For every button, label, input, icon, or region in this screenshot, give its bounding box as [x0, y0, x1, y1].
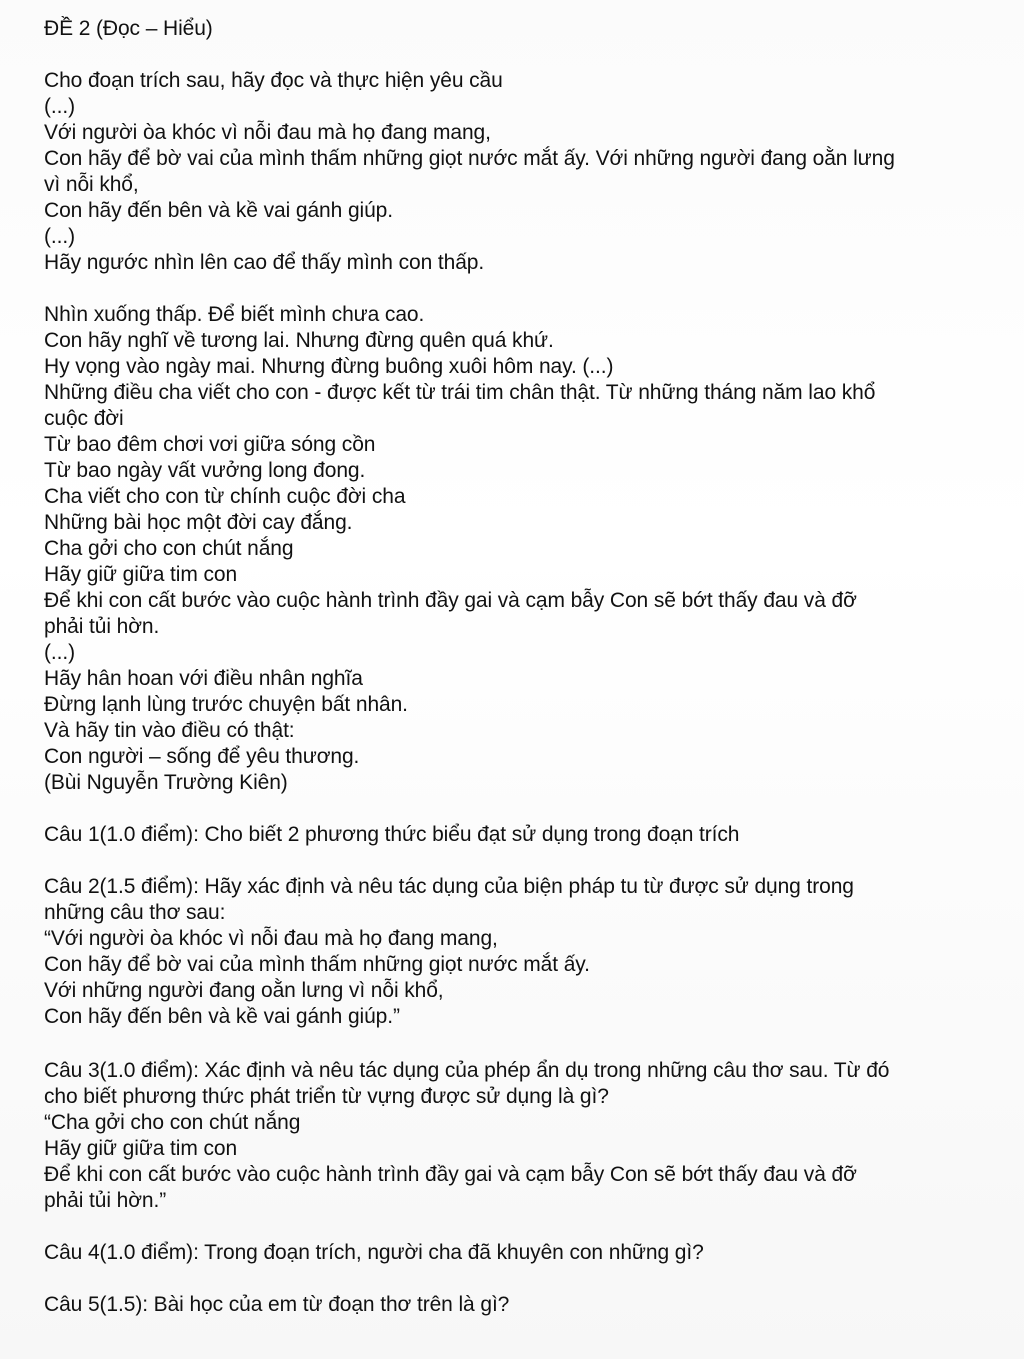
instruction-text: Cho đoạn trích sau, hãy đọc và thực hiện yêu cầu — [44, 69, 503, 92]
poem-line: Từ bao ngày vất vưởng long đong. — [44, 459, 366, 482]
poem-line: Những điều cha viết cho con - được kết từ trái tim chân thật. Từ những tháng năm lao khổ — [44, 381, 876, 404]
question-3-line: phải tủi hờn.” — [44, 1189, 167, 1212]
poem-line: Để khi con cất bước vào cuộc hành trình đầy gai và cạm bẫy Con sẽ bớt thấy đau và đỡ — [44, 589, 857, 612]
poem-line: (...) — [44, 95, 75, 118]
poem-line: (...) — [44, 225, 75, 248]
poem-line: phải tủi hờn. — [44, 615, 160, 638]
poem-line: Với người òa khóc vì nỗi đau mà họ đang mang, — [44, 121, 491, 144]
question-1: Câu 1(1.0 điểm): Cho biết 2 phương thức biểu đạt sử dụng trong đoạn trích — [44, 823, 740, 846]
poem-line: Đừng lạnh lùng trước chuyện bất nhân. — [44, 693, 408, 716]
poem-author: (Bùi Nguyễn Trường Kiên) — [44, 771, 288, 794]
question-3-line: cho biết phương thức phát triển từ vựng được sử dụng là gì? — [44, 1085, 609, 1108]
question-2-line: Con hãy đến bên và kề vai gánh giúp.” — [44, 1005, 400, 1028]
poem-line: Và hãy tin vào điều có thật: — [44, 719, 295, 742]
question-3-line: Hãy giữ giữa tim con — [44, 1137, 238, 1160]
poem-line: Con người – sống để yêu thương. — [44, 745, 360, 768]
question-3-line: Để khi con cất bước vào cuộc hành trình đầy gai và cạm bẫy Con sẽ bớt thấy đau và đỡ — [44, 1163, 857, 1186]
poem-line: Từ bao đêm chơi vơi giữa sóng cồn — [44, 433, 376, 456]
poem-line: Con hãy nghĩ về tương lai. Nhưng đừng quên quá khứ. — [44, 329, 554, 352]
question-3-line: Câu 3(1.0 điểm): Xác định và nêu tác dụng của phép ẩn dụ trong những câu thơ sau. Từ đó — [44, 1059, 890, 1082]
question-3-line: “Cha gởi cho con chút nắng — [44, 1111, 301, 1134]
poem-line: Hãy ngước nhìn lên cao để thấy mình con thấp. — [44, 251, 485, 274]
poem-line: Nhìn xuống thấp. Để biết mình chưa cao. — [44, 303, 425, 326]
poem-line: Hy vọng vào ngày mai. Nhưng đừng buông xuôi hôm nay. (...) — [44, 355, 614, 378]
poem-line: vì nỗi khổ, — [44, 173, 139, 196]
poem-line: Cha viết cho con từ chính cuộc đời cha — [44, 485, 406, 508]
poem-line: Hãy giữ giữa tim con — [44, 563, 238, 586]
poem-line: Cha gởi cho con chút nắng — [44, 537, 294, 560]
poem-line: Hãy hân hoan với điều nhân nghĩa — [44, 667, 363, 690]
poem-line: cuộc đời — [44, 407, 124, 430]
poem-line: Những bài học một đời cay đắng. — [44, 511, 353, 534]
poem-line: Con hãy đến bên và kề vai gánh giúp. — [44, 199, 393, 222]
question-2-line: Với những người đang oằn lưng vì nỗi khổ, — [44, 979, 444, 1002]
question-2-line: Con hãy để bờ vai của mình thấm những giọt nước mắt ấy. — [44, 953, 590, 976]
question-2-line: Câu 2(1.5 điểm): Hãy xác định và nêu tác dụng của biện pháp tu từ được sử dụng trong — [44, 875, 854, 898]
question-2-line: những câu thơ sau: — [44, 901, 226, 924]
poem-line: Con hãy để bờ vai của mình thấm những giọt nước mắt ấy. Với những người đang oằn lưng — [44, 147, 895, 170]
question-2-line: “Với người òa khóc vì nỗi đau mà họ đang mang, — [44, 927, 498, 950]
document-title: ĐỀ 2 (Đọc – Hiểu) — [44, 17, 213, 40]
poem-line: (...) — [44, 641, 75, 664]
question-5: Câu 5(1.5): Bài học của em từ đoạn thơ trên là gì? — [44, 1293, 510, 1316]
question-4: Câu 4(1.0 điểm): Trong đoạn trích, người cha đã khuyên con những gì? — [44, 1241, 704, 1264]
